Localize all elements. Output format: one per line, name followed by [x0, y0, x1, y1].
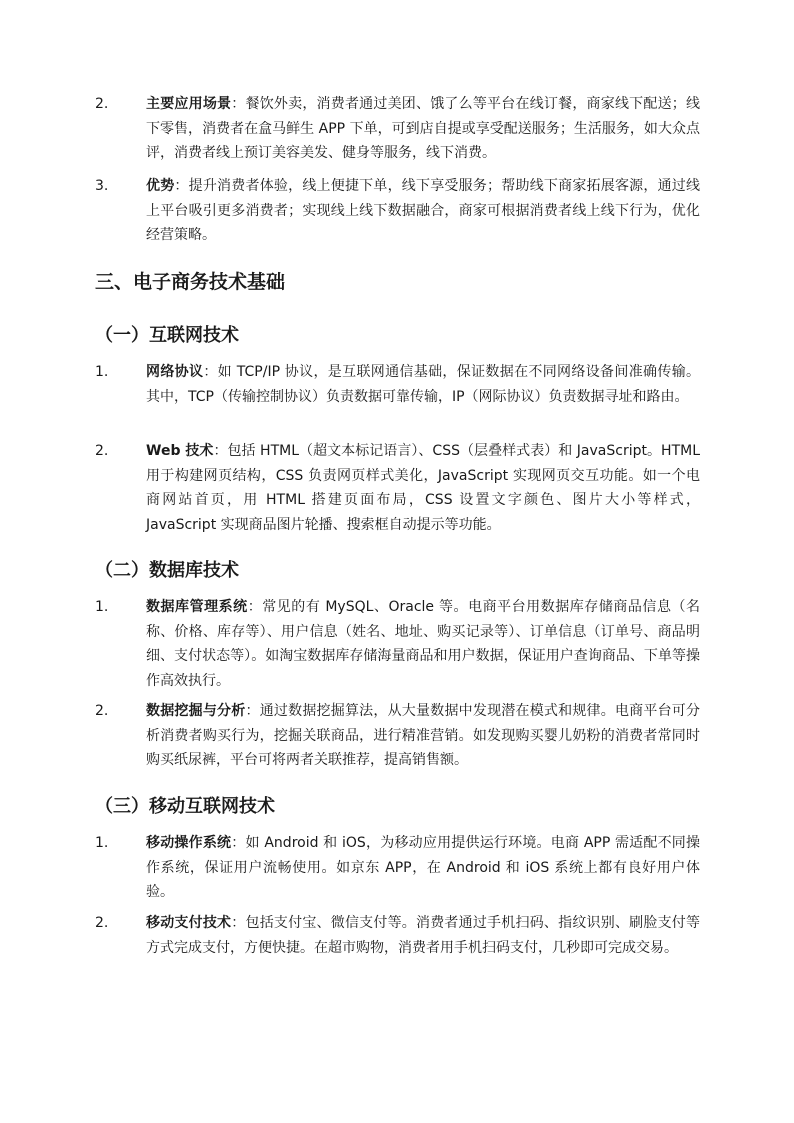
list-item — [95, 92, 700, 166]
list-content — [146, 595, 700, 693]
list-label: Web 技术 — [146, 443, 214, 459]
list-text: 如 TCP/IP 协议，是互联网通信基础，保证数据在不同网络设备间准确传输。其中，TCP（传输控制协议）负责数据可靠传输，IP（网际协议）负责数据寻址和路由。 — [146, 364, 701, 405]
list-number: 2. — [95, 443, 109, 459]
list-separator: ： — [245, 703, 260, 719]
list-number: 1. — [95, 599, 109, 615]
list-item — [95, 174, 700, 248]
list-item — [95, 911, 700, 960]
list-item — [95, 831, 700, 905]
list-text: 餐饮外卖，消费者通过美团、饿了么等平台在线订餐，商家线下配送；线下零售，消费者在盒马鲜生 APP 下单，可到店自提或享受配送服务；生活服务，如大众点评，消费者线上预订美容美发、健身等服务，线下消费。 — [146, 96, 701, 161]
list-text: 提升消费者体验，线上便捷下单，线下享受服务；帮助线下商家拓展客源，通过线上平台吸引更多消费者；实现线上线下数据融合，商家可根据消费者线上线下行为，优化经营策略。 — [146, 178, 701, 243]
list-item — [95, 699, 700, 773]
list-label: 优势 — [146, 178, 175, 194]
list-text: 如 Android 和 iOS，为移动应用提供运行环境。电商 APP 需适配不同操作系统，保证用户流畅使用。如京东 APP，在 Android 和 iOS 系统上都有良好用户体验。 — [146, 835, 701, 900]
list-content — [146, 699, 700, 773]
list-separator: ： — [247, 599, 263, 615]
list-separator: ： — [174, 178, 189, 194]
list-separator: ： — [231, 835, 246, 851]
list-separator: ： — [203, 364, 218, 380]
list-label: 移动支付技术 — [146, 915, 232, 931]
list-item — [95, 360, 700, 409]
list-text: 通过数据挖掘算法，从大量数据中发现潜在模式和规律。电商平台可分析消费者购买行为，挖掘关联商品，进行精准营销。如发现购买婴儿奶粉的消费者常同时购买纸尿裤，平台可将两者关联推荐，提高销售额。 — [146, 703, 701, 768]
list-content — [146, 360, 700, 409]
list-content — [146, 92, 700, 166]
list-label: 主要应用场景 — [146, 96, 232, 112]
section-heading: 三、电子商务技术基础 — [95, 271, 286, 293]
list-text: 包括支付宝、微信支付等。消费者通过手机扫码、指纹识别、刷脸支付等方式完成支付，方便快捷。在超市购物，消费者用手机扫码支付，几秒即可完成交易。 — [146, 915, 701, 956]
list-number: 1. — [95, 364, 109, 380]
list-number: 2. — [95, 96, 109, 112]
list-separator: ： — [213, 443, 228, 459]
list-number: 2. — [95, 703, 109, 719]
list-separator: ： — [231, 96, 246, 112]
list-item — [95, 439, 700, 537]
list-content — [146, 174, 700, 248]
list-content — [146, 439, 700, 537]
subsection-heading-mobile: （三）移动互联网技术 — [95, 796, 275, 817]
list-label: 数据库管理系统 — [146, 599, 248, 615]
list-label: 移动操作系统 — [146, 835, 232, 851]
list-text: 常见的有 MySQL、Oracle 等。电商平台用数据库存储商品信息（名称、价格、库存等）、用户信息（姓名、地址、购买记录等）、订单信息（订单号、商品明细、支付状态等）。如淘宝数据库存储海量商品和用户数据，保证用户查询商品、下单等操作高效执行。 — [146, 599, 701, 689]
subsection-heading-internet: （一）互联网技术 — [95, 325, 239, 346]
list-label: 网络协议 — [146, 364, 204, 380]
list-item — [95, 595, 700, 693]
list-content — [146, 911, 700, 960]
list-content — [146, 831, 700, 905]
list-separator: ： — [231, 915, 246, 931]
list-number: 3. — [95, 178, 109, 194]
list-number: 2. — [95, 915, 109, 931]
list-text: 包括 HTML（超文本标记语言）、CSS（层叠样式表）和 JavaScript。HTML 用于构建网页结构，CSS 负责网页样式美化，JavaScript 实现网页交互功能。如一个电商网站首页，用 HTML 搭建页面布局，CSS 设置文字颜色、图片大小等样式，JavaScript 实现商品图片轮播、搜索框自动提示等功能。 — [146, 443, 701, 533]
subsection-heading-database: （二）数据库技术 — [95, 560, 239, 581]
list-number: 1. — [95, 835, 109, 851]
list-label: 数据挖掘与分析 — [146, 703, 246, 719]
